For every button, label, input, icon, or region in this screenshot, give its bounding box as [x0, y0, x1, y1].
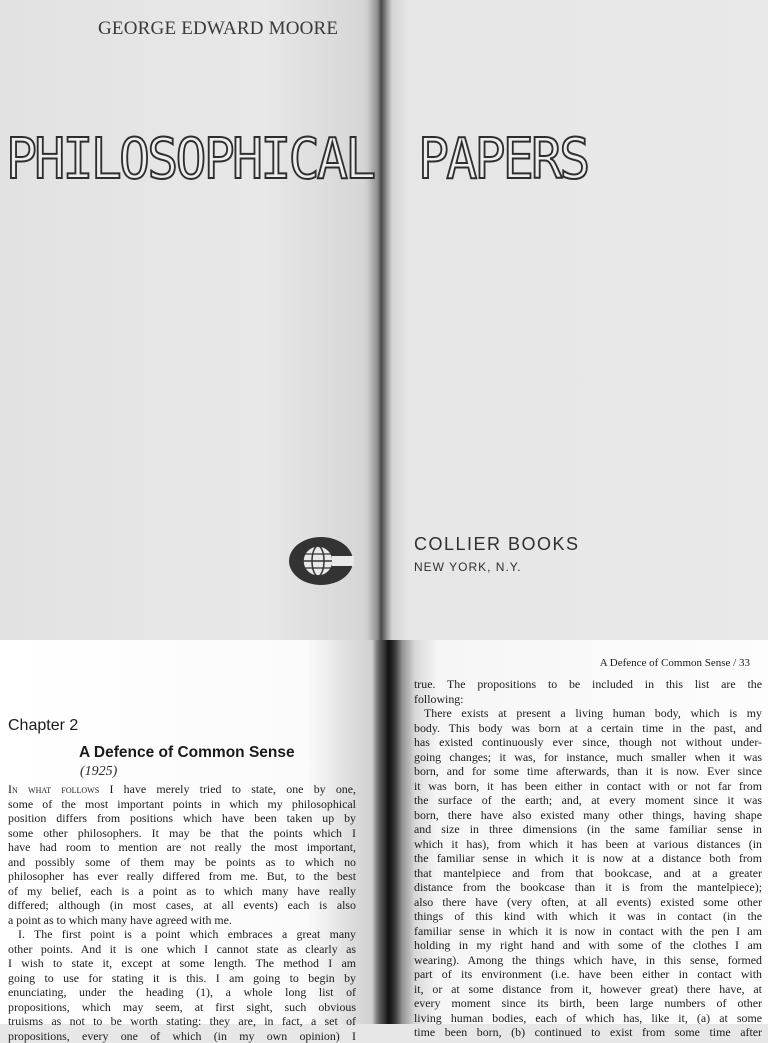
text-line: has existed continuously ever since, though not without under-	[414, 735, 762, 750]
title-word-right: PAPERS	[418, 130, 588, 190]
text-line: other points. And it is one which I cannot state as clearly as	[8, 942, 356, 957]
text-line: every moment since its birth, been large numbers of other	[414, 996, 762, 1011]
text-line: position differs from positions which have been taken up by	[8, 811, 356, 826]
text-line: some of the most important points in which my philosophical	[8, 797, 356, 812]
handwritten-date-note: (1925)	[80, 764, 117, 780]
text-line: I. The first point is a point which embraces a great many	[8, 927, 356, 942]
text-line: born, there have also existed many other things, having shape	[414, 808, 762, 823]
text-line: I wish to state it, except at some length. The method I am	[8, 956, 356, 971]
text-line: which it has), from which it has been at various distances (in	[414, 837, 762, 852]
publisher-location: NEW YORK, N.Y.	[414, 560, 522, 574]
text-line: born, and for some time afterwards, than it is now. Ever since	[414, 764, 762, 779]
chapter-label: Chapter 2	[8, 717, 78, 735]
text-line: that mantelpiece and from that bookcase, and at a greater	[414, 866, 762, 881]
text-line: also there have (very often, at all events) existed some other	[414, 895, 762, 910]
text-line: following:	[414, 692, 762, 707]
text-line: have had room to mention are not really the most important,	[8, 840, 356, 855]
text-line: enunciating, under the heading (1), a whole long list of	[8, 985, 356, 1000]
text-line: some other philosophers. It may be that the points which I	[8, 826, 356, 841]
text-line: part of its environment (i.e. have been either in contact with	[414, 967, 762, 982]
text-line: it was born, it has been either in contact with or not far from	[414, 779, 762, 794]
text-line: wearing). Among the things which have, in this sense, formed	[414, 953, 762, 968]
text-line: truisms as not to be worth stating: they are, in fact, a set of	[8, 1014, 356, 1029]
text-line: of my belief, each is a point as to which many have really	[8, 884, 356, 899]
text-line: going to use for stating it is this. I am going to begin by	[8, 971, 356, 986]
text-line: it, or at some distance from it, however great) there have, at	[414, 982, 762, 997]
text-line: propositions, which may seem, at first sight, such obvious	[8, 1000, 356, 1015]
publisher-name: COLLIER BOOKS	[414, 534, 580, 555]
article-title: A Defence of Common Sense	[79, 744, 295, 762]
title-word-left: PHILOSOPHICAL	[6, 130, 373, 190]
text-line: propositions, every one of which (in my own opinion) I	[8, 1029, 356, 1043]
text-line: and size in three dimensions (in the same familiar sense in	[414, 822, 762, 837]
text-line: going changes; it was, for instance, much smaller when it was	[414, 750, 762, 765]
text-line: the surface of the earth; and, at every moment since it was	[414, 793, 762, 808]
author-name: GEORGE EDWARD MOORE	[98, 18, 338, 40]
chapter-body-text	[8, 782, 356, 1043]
text-line: holding in my right hand and with some of the clothes I am	[414, 938, 762, 953]
text-line: There exists at present a living human body, which is my	[414, 706, 762, 721]
text-line: distance from the bookcase than it is from the mantelpiece);	[414, 880, 762, 895]
text-line: body. This body was born at a certain time in the past, and	[414, 721, 762, 736]
text-line: living human bodies, each of which has, like it, (a) at some	[414, 1011, 762, 1026]
book-gutter-shadow	[372, 640, 402, 1024]
text-line: In what follows I have merely tried to state, one by one,	[8, 782, 356, 797]
text-line: time been born, (b) continued to exist from some time after	[414, 1025, 762, 1040]
text-line: familiar sense in which it is now in contact with the pen I am	[414, 924, 762, 939]
text-line: the familiar sense in which it is now at a distance both from	[414, 851, 762, 866]
publisher-logo	[288, 536, 354, 586]
text-line: a point as to which many have agreed with me.	[8, 913, 356, 928]
text-line: things of this kind with which it was in contact (in the	[414, 909, 762, 924]
text-line: and possibly some of them may be points as to which no	[8, 855, 356, 870]
text-line: differed; although (in most cases, at all events) each is also	[8, 898, 356, 913]
text-line: philosopher has ever really differed from me. But, to the best	[8, 869, 356, 884]
running-head: A Defence of Common Sense / 33	[520, 657, 750, 669]
page-body-text	[414, 677, 762, 1040]
bleed-through-text	[282, 205, 374, 355]
text-line: true. The propositions to be included in this list are the	[414, 677, 762, 692]
